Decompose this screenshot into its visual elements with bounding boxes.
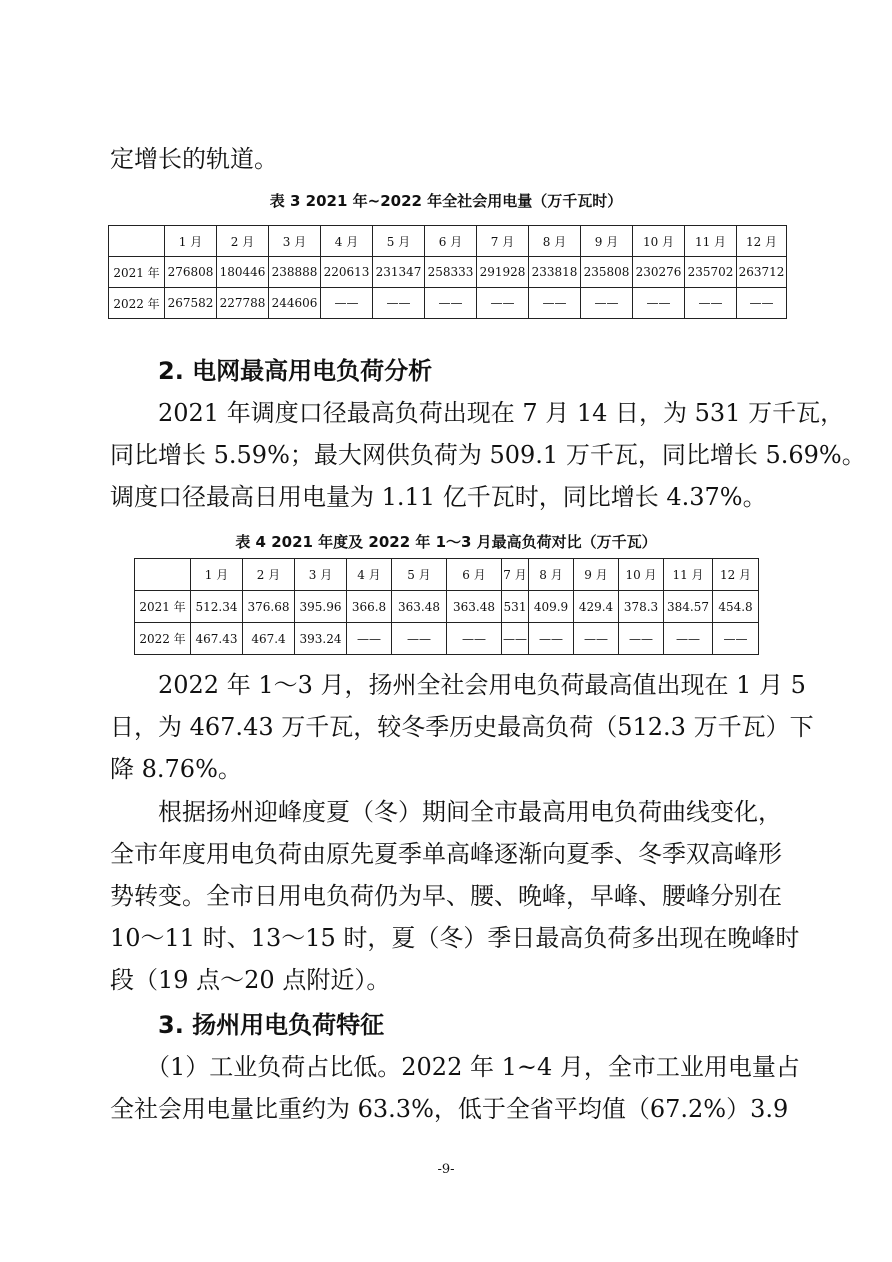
- section3-line-2: 全社会用电量比重约为 63.3%，低于全省平均值（67.2%）3.9: [110, 1095, 789, 1123]
- table-cell: 378.3: [619, 591, 664, 623]
- para-2022-line-1: 2022 年 1～3 月，扬州全社会用电负荷最高值出现在 1 月 5: [158, 671, 806, 699]
- table-cell: ——: [574, 623, 619, 655]
- table-cell: 467.4: [243, 623, 295, 655]
- table-header-cell: 1 月: [191, 559, 243, 591]
- table-header-row: [109, 226, 787, 257]
- section2-heading: 2. 电网最高用电负荷分析: [158, 357, 433, 385]
- table-cell: 2022 年: [109, 288, 165, 319]
- table-cell: 258333: [425, 257, 477, 288]
- table-cell: 235702: [685, 257, 737, 288]
- para-2022-line-3: 降 8.76%。: [110, 755, 242, 783]
- table-row: [135, 623, 759, 655]
- table-header-cell: 6 月: [425, 226, 477, 257]
- table-cell: 363.48: [392, 591, 447, 623]
- table-cell: ——: [321, 288, 373, 319]
- table-header-cell: 3 月: [269, 226, 321, 257]
- table-header-cell: [109, 226, 165, 257]
- table-cell: ——: [685, 288, 737, 319]
- para-trend-line-1: 根据扬州迎峰度夏（冬）期间全市最高用电负荷曲线变化，: [158, 798, 782, 826]
- section3-line-1: （1）工业负荷占比低。2022 年 1~4 月，全市工业用电量占: [146, 1053, 800, 1081]
- table-header-cell: 8 月: [529, 559, 574, 591]
- section2-line-3: 调度口径最高日用电量为 1.11 亿千瓦时，同比增长 4.37%。: [110, 483, 767, 511]
- table-row: [109, 288, 787, 319]
- para-trend-line-4: 10～11 时、13～15 时，夏（冬）季日最高负荷多出现在晚峰时: [110, 924, 800, 952]
- table-cell: 233818: [529, 257, 581, 288]
- table-cell: 180446: [217, 257, 269, 288]
- table-cell: 220613: [321, 257, 373, 288]
- table-cell: ——: [392, 623, 447, 655]
- table-header-cell: 4 月: [347, 559, 392, 591]
- table-header-cell: 11 月: [685, 226, 737, 257]
- table-cell: ——: [737, 288, 787, 319]
- table3: [108, 225, 787, 319]
- table-cell: ——: [477, 288, 529, 319]
- table-cell: ——: [619, 623, 664, 655]
- table-cell: ——: [425, 288, 477, 319]
- table-cell: ——: [447, 623, 502, 655]
- table-cell: 409.9: [529, 591, 574, 623]
- table-header-cell: [135, 559, 191, 591]
- table4: [134, 558, 759, 655]
- table-cell: ——: [347, 623, 392, 655]
- table-cell: 231347: [373, 257, 425, 288]
- table-cell: 531: [502, 591, 529, 623]
- table-header-row: [135, 559, 759, 591]
- table-cell: 2021 年: [109, 257, 165, 288]
- table-header-cell: 1 月: [165, 226, 217, 257]
- table-header-cell: 10 月: [619, 559, 664, 591]
- table-cell: ——: [373, 288, 425, 319]
- table-cell: ——: [664, 623, 713, 655]
- page-number: -9-: [437, 1162, 455, 1177]
- table-cell: 276808: [165, 257, 217, 288]
- table-header-cell: 10 月: [633, 226, 685, 257]
- table-cell: 2022 年: [135, 623, 191, 655]
- table-cell: 467.43: [191, 623, 243, 655]
- table-cell: 454.8: [713, 591, 759, 623]
- table-cell: 244606: [269, 288, 321, 319]
- table-cell: 376.68: [243, 591, 295, 623]
- table-cell: 363.48: [447, 591, 502, 623]
- table-cell: ——: [529, 288, 581, 319]
- table-header-cell: 5 月: [392, 559, 447, 591]
- para-trend-line-2: 全市年度用电负荷由原先夏季单高峰逐渐向夏季、冬季双高峰形: [110, 840, 782, 868]
- table-header-cell: 9 月: [581, 226, 633, 257]
- table-cell: 366.8: [347, 591, 392, 623]
- table-row: [135, 591, 759, 623]
- table-header-cell: 6 月: [447, 559, 502, 591]
- table-cell: 238888: [269, 257, 321, 288]
- table-header-cell: 2 月: [243, 559, 295, 591]
- intro-text-tail: 定增长的轨道。: [110, 145, 278, 173]
- table-cell: 263712: [737, 257, 787, 288]
- table-cell: 2021 年: [135, 591, 191, 623]
- table-cell: ——: [633, 288, 685, 319]
- table-header-cell: 4 月: [321, 226, 373, 257]
- table-header-cell: 7 月: [477, 226, 529, 257]
- table-cell: 267582: [165, 288, 217, 319]
- table-header-cell: 8 月: [529, 226, 581, 257]
- section2-line-1: 2021 年调度口径最高负荷出现在 7 月 14 日，为 531 万千瓦，: [158, 399, 845, 427]
- table-cell: ——: [713, 623, 759, 655]
- table-cell: 512.34: [191, 591, 243, 623]
- table-cell: ——: [502, 623, 529, 655]
- table-header-cell: 7 月: [502, 559, 529, 591]
- table-cell: 393.24: [295, 623, 347, 655]
- table-header-cell: 2 月: [217, 226, 269, 257]
- para-trend-line-5: 段（19 点～20 点附近）。: [110, 966, 391, 994]
- table-cell: 230276: [633, 257, 685, 288]
- table-cell: 235808: [581, 257, 633, 288]
- table-cell: 429.4: [574, 591, 619, 623]
- table-row: [109, 257, 787, 288]
- table-cell: ——: [581, 288, 633, 319]
- table-header-cell: 5 月: [373, 226, 425, 257]
- table-header-cell: 3 月: [295, 559, 347, 591]
- table-header-cell: 12 月: [713, 559, 759, 591]
- section3-heading: 3. 扬州用电负荷特征: [158, 1011, 385, 1039]
- table3-caption: 表 3 2021 年~2022 年全社会用电量（万千瓦时）: [269, 192, 623, 210]
- table-cell: 395.96: [295, 591, 347, 623]
- table4-caption: 表 4 2021 年度及 2022 年 1～3 月最高负荷对比（万千瓦）: [235, 533, 657, 551]
- table-header-cell: 11 月: [664, 559, 713, 591]
- table-cell: ——: [529, 623, 574, 655]
- table-cell: 227788: [217, 288, 269, 319]
- para-2022-line-2: 日，为 467.43 万千瓦，较冬季历史最高负荷（512.3 万千瓦）下: [110, 713, 814, 741]
- para-trend-line-3: 势转变。全市日用电负荷仍为早、腰、晚峰，早峰、腰峰分别在: [110, 882, 782, 910]
- table-header-cell: 12 月: [737, 226, 787, 257]
- table-header-cell: 9 月: [574, 559, 619, 591]
- table-cell: 291928: [477, 257, 529, 288]
- table-cell: 384.57: [664, 591, 713, 623]
- section2-line-2: 同比增长 5.59%；最大网供负荷为 509.1 万千瓦，同比增长 5.69%。: [110, 441, 866, 469]
